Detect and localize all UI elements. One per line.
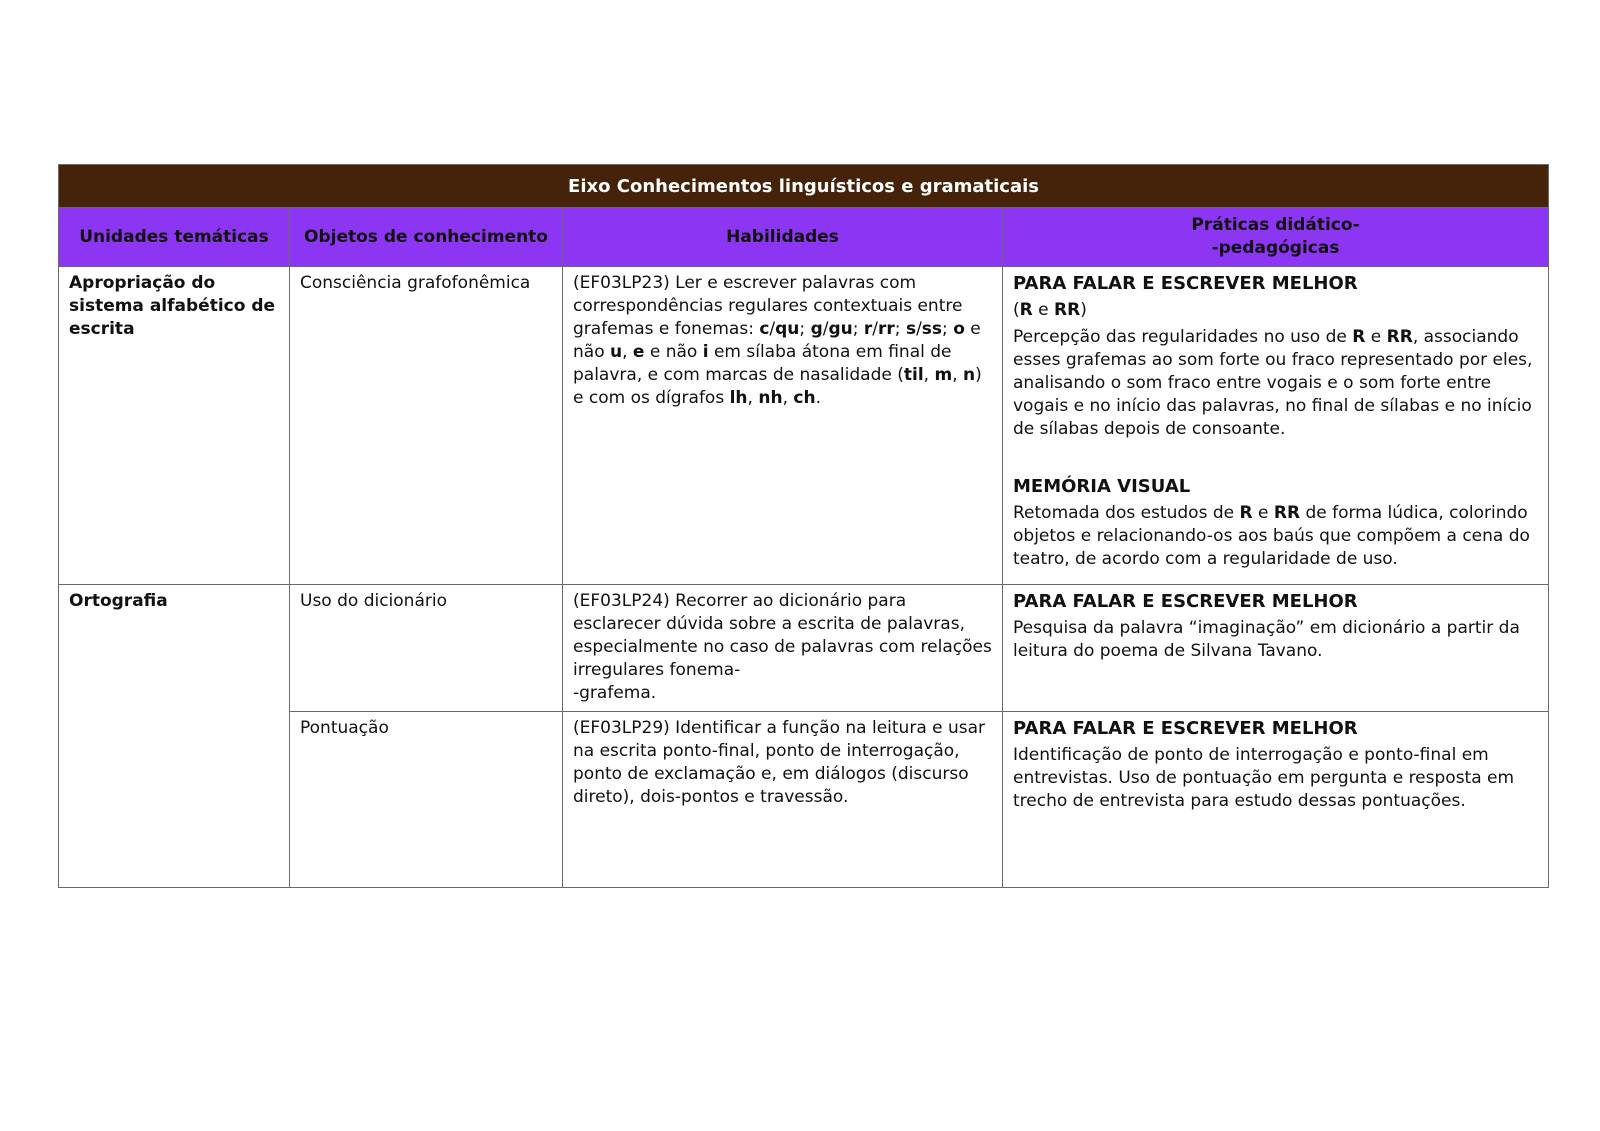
grapheme: ss bbox=[921, 319, 943, 339]
grapheme: n bbox=[963, 365, 976, 385]
column-header-row bbox=[59, 208, 1549, 267]
grapheme: r bbox=[863, 319, 873, 339]
separator: . bbox=[815, 388, 821, 408]
unidade-cell: Ortografia bbox=[59, 585, 290, 888]
grapheme: R bbox=[1019, 300, 1033, 320]
separator: em sílaba átona em final de palavra, e com marcas de nasalidade ( bbox=[573, 342, 952, 385]
pratica-section-subtitle bbox=[1013, 299, 1538, 322]
spacer bbox=[1013, 441, 1538, 475]
text: e bbox=[1252, 503, 1274, 523]
grapheme: i bbox=[702, 342, 709, 362]
separator: , bbox=[782, 388, 794, 408]
separator: e não bbox=[573, 319, 981, 362]
pratica-cell bbox=[1003, 267, 1549, 585]
text: de forma lúdica, colorindo objetos e relacionando-os aos baús que compõem a cena do teatro, de acordo com a regularidade de uso. bbox=[1013, 503, 1530, 569]
objeto-cell: Consciência grafofonêmica bbox=[290, 267, 563, 585]
table-title-row bbox=[59, 165, 1549, 208]
pratica-text: Identificação de ponto de interrogação e ponto-final em entrevistas. Uso de pontuação em pergunta e resposta em trecho de entrevista para estudo dessas pontuações. bbox=[1013, 745, 1515, 811]
separator: ; bbox=[942, 319, 954, 339]
grapheme: ch bbox=[793, 388, 816, 408]
grapheme: lh bbox=[729, 388, 748, 408]
objeto-cell: Pontuação bbox=[290, 712, 563, 888]
grapheme: til bbox=[903, 365, 924, 385]
separator: , bbox=[747, 388, 759, 408]
separator: e bbox=[1032, 300, 1055, 320]
header-unidades: Unidades temáticas bbox=[59, 208, 290, 267]
grapheme: g bbox=[810, 319, 823, 339]
header-praticas bbox=[1003, 208, 1549, 267]
separator: ; bbox=[799, 319, 811, 339]
paren: ) bbox=[1080, 300, 1087, 320]
grapheme: m bbox=[934, 365, 953, 385]
header-objetos: Objetos de conhecimento bbox=[290, 208, 563, 267]
text: e bbox=[1365, 327, 1387, 347]
grapheme: R bbox=[1352, 327, 1366, 347]
grapheme: gu bbox=[828, 319, 853, 339]
pratica-section-title: MEMÓRIA VISUAL bbox=[1013, 476, 1191, 497]
grapheme: qu bbox=[775, 319, 800, 339]
separator: , bbox=[952, 365, 964, 385]
separator: , bbox=[923, 365, 935, 385]
habilidade-cell: (EF03LP29) Identificar a função na leitura e usar na escrita ponto-final, ponto de interrogação, ponto de exclamação e, em diálogos (discurso direto), dois-pontos e travessão. bbox=[563, 712, 1003, 888]
habilidade-text-cont: -grafema. bbox=[573, 683, 657, 703]
grapheme: R bbox=[1239, 503, 1253, 523]
text: Retomada dos estudos de bbox=[1013, 503, 1240, 523]
grapheme: c bbox=[759, 319, 770, 339]
grapheme: u bbox=[610, 342, 623, 362]
pratica-section-title: PARA FALAR E ESCREVER MELHOR bbox=[1013, 718, 1358, 739]
separator: / bbox=[872, 319, 879, 339]
paren: ( bbox=[1013, 300, 1020, 320]
curriculum-table-container bbox=[58, 164, 1548, 888]
grapheme: RR bbox=[1386, 327, 1413, 347]
grapheme: nh bbox=[758, 388, 783, 408]
habilidade-cell bbox=[563, 585, 1003, 712]
text: Percepção das regularidades no uso de bbox=[1013, 327, 1353, 347]
table-title: Eixo Conhecimentos linguísticos e gramaticais bbox=[59, 165, 1549, 208]
header-habilidades: Habilidades bbox=[563, 208, 1003, 267]
separator: / bbox=[769, 319, 776, 339]
pratica-text: Pesquisa da palavra “imaginação” em dicionário a partir da leitura do poema de Silvana Tavano. bbox=[1013, 618, 1520, 661]
table-row bbox=[59, 585, 1549, 712]
habilidade-text: (EF03LP24) Recorrer ao dicionário para esclarecer dúvida sobre a escrita de palavras, especialmente no caso de palavras com relações irregulares fonema- bbox=[573, 591, 992, 680]
grapheme: RR bbox=[1273, 503, 1301, 523]
habilidade-cell bbox=[563, 267, 1003, 585]
pratica-text bbox=[1013, 502, 1538, 571]
curriculum-table bbox=[58, 164, 1549, 888]
grapheme: o bbox=[953, 319, 965, 339]
header-praticas-line2: -pedagógicas bbox=[1211, 238, 1340, 258]
objeto-cell: Uso do dicionário bbox=[290, 585, 563, 712]
pratica-text bbox=[1013, 326, 1538, 441]
table-row bbox=[59, 267, 1549, 585]
grapheme: e bbox=[632, 342, 645, 362]
separator: e não bbox=[644, 342, 703, 362]
grapheme: RR bbox=[1054, 300, 1081, 320]
text: , associando esses grafemas ao som forte ou fraco representado por eles, analisando o som fraco entre vogais e o som forte entre vogais e no início das palavras, no final de sílabas e no início de sílabas depois de consoante. bbox=[1013, 327, 1533, 439]
separator: / bbox=[916, 319, 922, 339]
habilidade-text: (EF03LP23) Ler e escrever palavras com correspondências regulares contextuais entre grafemas e fonemas: bbox=[573, 273, 963, 339]
pratica-section-title: PARA FALAR E ESCREVER MELHOR bbox=[1013, 591, 1358, 612]
pratica-cell bbox=[1003, 712, 1549, 888]
separator: ; bbox=[852, 319, 864, 339]
grapheme: s bbox=[905, 319, 917, 339]
separator: ; bbox=[894, 319, 906, 339]
separator: / bbox=[822, 319, 829, 339]
header-praticas-line1: Práticas didático- bbox=[1191, 215, 1360, 235]
pratica-section-title: PARA FALAR E ESCREVER MELHOR bbox=[1013, 273, 1358, 294]
grapheme: rr bbox=[878, 319, 895, 339]
pratica-cell bbox=[1003, 585, 1549, 712]
separator: , bbox=[622, 342, 633, 362]
unidade-cell: Apropriação do sistema alfabético de escrita bbox=[59, 267, 290, 585]
separator: ) e com os dígrafos bbox=[573, 365, 982, 408]
